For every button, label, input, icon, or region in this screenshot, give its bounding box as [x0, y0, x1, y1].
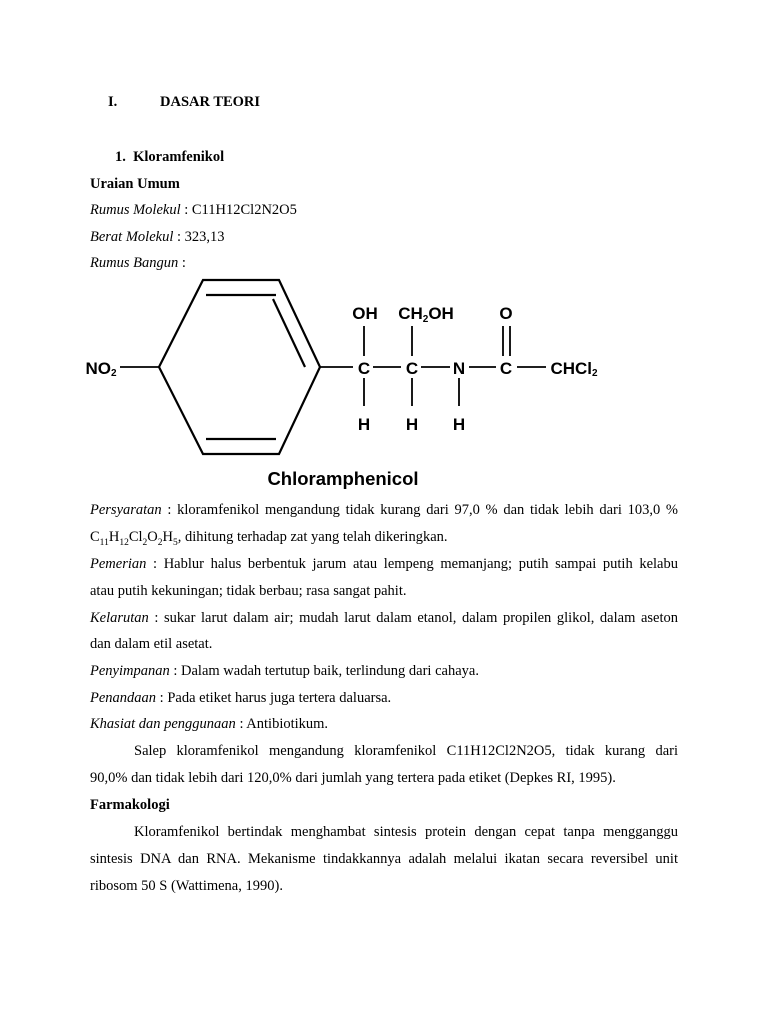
dichloromethyl-group: CHCl2: [550, 359, 598, 379]
carbonyl-oxygen: O: [499, 304, 513, 323]
penandaan-label: Penandaan: [90, 690, 157, 706]
rumus-bangun-line: [90, 254, 186, 272]
khasiat-label: Khasiat dan penggunaan: [90, 716, 236, 732]
salep-line-1: Salep kloramfenikol mengandung kloramfenikol C11H12Cl2N2O5, tidak kurang dari: [134, 743, 678, 759]
hydrogen-1: H: [357, 415, 371, 434]
berat-molekul-label: Berat Molekul: [90, 229, 174, 245]
uraian-heading: Uraian Umum: [90, 176, 180, 192]
persyaratan-line-2: [90, 528, 448, 552]
subsection-title: Kloramfenikol: [133, 149, 225, 165]
benzene-ring: [159, 280, 320, 454]
nitrogen: N: [452, 359, 466, 378]
carbon-2: C: [405, 359, 419, 378]
pemerian-line-1: [90, 555, 678, 573]
pemerian-line-2: atau putih kekuningan; tidak berbau; rasa sangat pahit.: [90, 583, 407, 599]
rumus-molekul-value: C11H12Cl2N2O5: [191, 202, 297, 218]
kelarutan-text-1: : sukar larut dalam air; mudah larut dalam etanol, dalam propilen glikol, dalam aseton: [148, 610, 678, 626]
subsection-heading: [115, 148, 224, 166]
farmakologi-heading: Farmakologi: [90, 797, 170, 813]
penyimpanan-line: [90, 662, 479, 680]
formula-subscripted: $C_{11}H_{12}Cl_2O_2H_5$: [90, 529, 178, 548]
ch2oh-group: CH2OH: [398, 304, 454, 325]
hydrogen-3: H: [452, 415, 466, 434]
pemerian-text-1: : Hablur halus berbentuk jarum atau lempeng memanjang; putih sampai putih kelabu: [146, 556, 678, 572]
berat-molekul-line: [90, 228, 225, 246]
penyimpanan-label: Penyimpanan: [90, 663, 170, 679]
farmakologi-line-2: sintesis DNA dan RNA. Mekanisme tindakkannya adalah melalui ikatan secara reversibel unit: [90, 851, 678, 867]
hydrogen-2: H: [405, 415, 419, 434]
penyimpanan-text: : Dalam wadah tertutup baik, terlindung dari cahaya.: [169, 663, 479, 679]
structure-caption: Chloramphenicol: [267, 468, 419, 489]
khasiat-line: [90, 715, 328, 733]
khasiat-text: : Antibiotikum.: [235, 716, 329, 732]
carbon-3: C: [499, 359, 513, 378]
berat-molekul-value: 323,13: [184, 229, 225, 245]
penandaan-line: [90, 689, 391, 707]
rumus-bangun-label: Rumus Bangun: [90, 255, 179, 271]
persyaratan-text-2: , dihitung terhadap zat yang telah dikeringkan.: [177, 529, 448, 545]
farmakologi-line-1: Kloramfenikol bertindak menghambat sintesis protein dengan cepat tanpa mengganggu: [134, 824, 678, 840]
kelarutan-line-2: dan dalam etil asetat.: [90, 636, 213, 652]
no2-group: NO2: [85, 359, 117, 379]
oh-group: OH: [352, 304, 378, 323]
pemerian-label: Pemerian: [90, 556, 147, 572]
penandaan-text: : Pada etiket harus juga tertera daluarsa.: [156, 690, 392, 706]
persyaratan-text-1: : kloramfenikol mengandung tidak kurang dari 97,0 % dan tidak lebih dari 103,0 %: [161, 502, 678, 518]
subsection-number: 1.: [115, 149, 126, 165]
berat-molekul-sep: :: [173, 229, 185, 245]
chloramphenicol-structure: [80, 272, 610, 494]
rumus-molekul-line: [90, 201, 297, 219]
kelarutan-label: Kelarutan: [90, 610, 149, 626]
salep-line-2: 90,0% dan tidak lebih dari 120,0% dari jumlah yang tertera pada etiket (Depkes RI, 1995).: [90, 770, 616, 786]
persyaratan-line-1: [90, 501, 678, 519]
rumus-molekul-label: Rumus Molekul: [90, 202, 181, 218]
rumus-molekul-sep: :: [180, 202, 192, 218]
section-number: I.: [108, 94, 118, 110]
persyaratan-label: Persyaratan: [90, 502, 162, 518]
section-title: DASAR TEORI: [160, 94, 261, 110]
kelarutan-line-1: [90, 609, 678, 627]
rumus-bangun-sep: :: [178, 255, 186, 271]
carbon-1: C: [357, 359, 371, 378]
bonds: [120, 326, 546, 406]
farmakologi-line-3: ribosom 50 S (Wattimena, 1990).: [90, 878, 283, 894]
